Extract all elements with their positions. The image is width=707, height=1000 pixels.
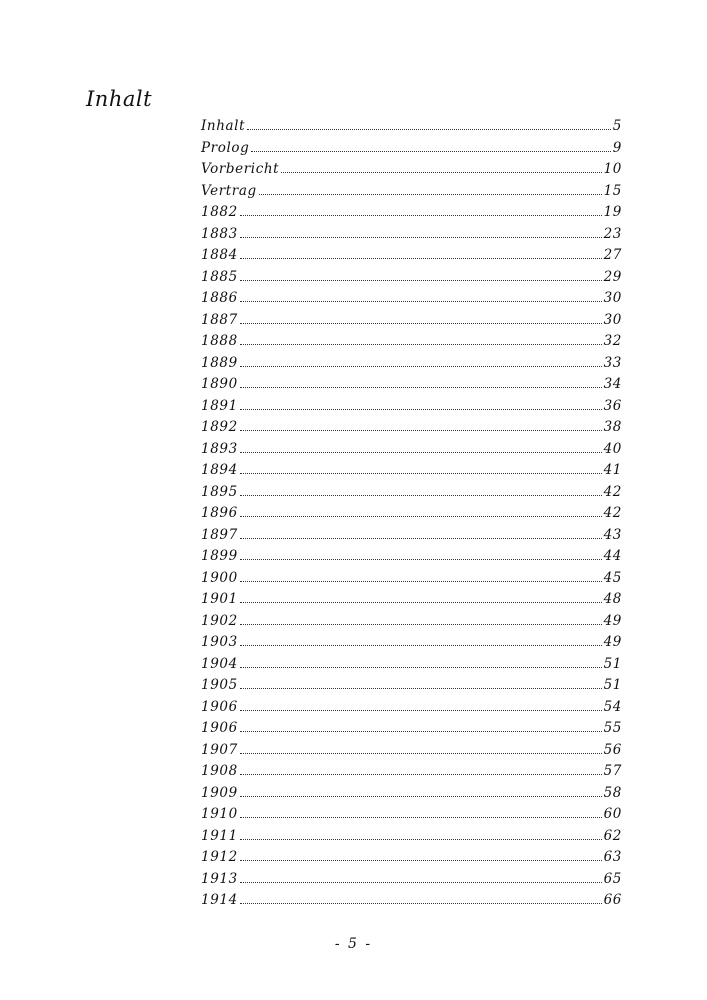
toc-entry-title: 1893 — [201, 440, 238, 457]
toc-dot-leader — [240, 491, 602, 496]
toc-entry — [201, 742, 622, 764]
toc-entry-page: 49 — [603, 612, 622, 629]
toc-entry-title: 1884 — [201, 247, 238, 263]
toc-entry-page: 15 — [603, 182, 622, 199]
toc-entry — [201, 634, 622, 656]
toc-entry-title: 1887 — [201, 311, 238, 328]
toc-entry-title: 1895 — [201, 483, 238, 500]
toc-entry-page: 48 — [603, 591, 622, 607]
page-number-footer: - 5 - — [334, 936, 373, 952]
toc-entry-title: 1901 — [201, 591, 238, 607]
toc-entry-title: 1894 — [201, 462, 238, 478]
toc-entry-page: 58 — [603, 784, 622, 801]
toc-dot-leader — [240, 319, 602, 324]
toc-entry-title: Vertrag — [201, 182, 257, 199]
toc-entry-title: 1896 — [201, 505, 238, 521]
toc-entry-title: Prolog — [201, 139, 250, 156]
toc-entry-title: Inhalt — [201, 118, 246, 134]
toc-entry-title: 1900 — [201, 569, 238, 586]
toc-entry — [201, 871, 622, 893]
toc-dot-leader — [240, 555, 602, 560]
toc-entry — [201, 247, 622, 269]
toc-entry-title: 1914 — [201, 892, 238, 908]
toc-entry — [201, 677, 622, 699]
toc-dot-leader — [240, 749, 602, 754]
toc-entry-page: 38 — [603, 419, 622, 435]
toc-entry-page: 30 — [603, 311, 622, 328]
toc-entry — [201, 333, 622, 355]
toc-entry — [201, 548, 622, 570]
toc-dot-leader — [240, 534, 602, 539]
toc-entry-page: 62 — [603, 827, 622, 844]
toc-entry — [201, 161, 622, 183]
toc-entry-title: 1888 — [201, 333, 238, 349]
toc-entry-page: 57 — [603, 763, 622, 779]
toc-entry — [201, 398, 622, 420]
toc-entry-title: 1903 — [201, 634, 238, 650]
toc-entry-page: 33 — [603, 354, 622, 371]
toc-dot-leader — [240, 878, 602, 883]
toc-dot-leader — [240, 340, 602, 345]
toc-entry — [201, 226, 622, 248]
toc-dot-leader — [240, 448, 602, 453]
toc-entry — [201, 656, 622, 678]
toc-entry-page: 44 — [603, 548, 622, 564]
toc-entry-title: 1908 — [201, 763, 238, 779]
toc-entry-title: 1889 — [201, 354, 238, 371]
toc-entry-page: 56 — [603, 741, 622, 758]
toc-entry — [201, 419, 622, 441]
toc-dot-leader — [240, 770, 602, 775]
toc-entry-title: 1897 — [201, 526, 238, 543]
toc-dot-leader — [240, 211, 602, 216]
toc-entry — [201, 892, 622, 914]
toc-entry — [201, 505, 622, 527]
toc-entry — [201, 849, 622, 871]
toc-entry-page: 27 — [603, 247, 622, 263]
toc-entry — [201, 269, 622, 291]
toc-entry-title: 1885 — [201, 268, 238, 285]
toc-entry-title: 1904 — [201, 655, 238, 672]
toc-dot-leader — [240, 405, 602, 410]
toc-entry — [201, 570, 622, 592]
toc-entry — [201, 699, 622, 721]
toc-dot-leader — [251, 147, 610, 152]
toc-entry-title: 1905 — [201, 677, 238, 693]
toc-dot-leader — [240, 233, 602, 238]
toc-entry-page: 34 — [603, 376, 622, 392]
toc-entry-page: 40 — [603, 440, 622, 457]
toc-dot-leader — [240, 620, 602, 625]
toc-dot-leader — [240, 899, 602, 904]
toc-entry-title: 1912 — [201, 849, 238, 865]
toc-dot-leader — [240, 276, 602, 281]
toc-entry — [201, 527, 622, 549]
toc-entry-page: 45 — [603, 569, 622, 586]
toc-entry-title: 1892 — [201, 419, 238, 435]
toc-entry-page: 42 — [603, 483, 622, 500]
toc-dot-leader — [240, 598, 602, 603]
toc-entry — [201, 183, 622, 205]
toc-entry-page: 5 — [612, 118, 622, 134]
toc-entry-title: 1886 — [201, 290, 238, 306]
toc-entry-title: Vorbericht — [201, 161, 280, 177]
toc-entry-page: 30 — [603, 290, 622, 306]
toc-entry — [201, 785, 622, 807]
toc-entry — [201, 204, 622, 226]
toc-dot-leader — [240, 469, 602, 474]
toc-entry — [201, 613, 622, 635]
toc-entry-title: 1899 — [201, 548, 238, 564]
toc-entry-page: 65 — [603, 870, 622, 887]
toc-dot-leader — [240, 663, 602, 668]
toc-entry — [201, 312, 622, 334]
toc-dot-leader — [240, 727, 602, 732]
toc-dot-leader — [247, 125, 611, 130]
toc-entry — [201, 484, 622, 506]
toc-entry — [201, 441, 622, 463]
toc-entry-page: 19 — [603, 204, 622, 220]
toc-entry-title: 1906 — [201, 698, 238, 715]
toc-entry-page: 29 — [603, 268, 622, 285]
toc-entry-title: 1891 — [201, 397, 238, 414]
toc-dot-leader — [240, 813, 602, 818]
toc-entry-page: 51 — [603, 655, 622, 672]
toc-entry-title: 1909 — [201, 784, 238, 801]
toc-dot-leader — [240, 426, 602, 431]
toc-entry-page: 54 — [603, 698, 622, 715]
toc-entry — [201, 763, 622, 785]
toc-entry-title: 1906 — [201, 720, 238, 736]
toc-entry-title: 1910 — [201, 806, 238, 822]
toc-entry — [201, 140, 622, 162]
toc-dot-leader — [240, 512, 602, 517]
toc-entry-page: 10 — [603, 161, 622, 177]
toc-entry — [201, 376, 622, 398]
toc-entry-title: 1913 — [201, 870, 238, 887]
toc-entry-page: 9 — [612, 139, 622, 156]
toc-dot-leader — [240, 835, 602, 840]
toc-entry-title: 1882 — [201, 204, 238, 220]
page-heading: Inhalt — [86, 87, 153, 111]
toc-dot-leader — [240, 577, 602, 582]
toc-entry-page: 66 — [603, 892, 622, 908]
toc-entry-title: 1902 — [201, 612, 238, 629]
toc-entry-title: 1890 — [201, 376, 238, 392]
toc-entry-title: 1911 — [201, 827, 238, 844]
toc-entry-page: 60 — [603, 806, 622, 822]
toc-entry-page: 63 — [603, 849, 622, 865]
toc-entry-page: 23 — [603, 225, 622, 242]
toc-entry-title: 1907 — [201, 741, 238, 758]
toc-entry-page: 51 — [603, 677, 622, 693]
toc-dot-leader — [240, 383, 602, 388]
toc-entry-page: 36 — [603, 397, 622, 414]
toc-dot-leader — [240, 792, 602, 797]
table-of-contents — [201, 118, 622, 914]
toc-entry-page: 42 — [603, 505, 622, 521]
toc-entry — [201, 806, 622, 828]
toc-dot-leader — [240, 297, 602, 302]
toc-entry-page: 49 — [603, 634, 622, 650]
toc-dot-leader — [240, 362, 602, 367]
toc-entry-page: 41 — [603, 462, 622, 478]
toc-entry — [201, 290, 622, 312]
toc-dot-leader — [281, 168, 601, 173]
toc-entry — [201, 462, 622, 484]
toc-dot-leader — [240, 641, 602, 646]
toc-entry-page: 55 — [603, 720, 622, 736]
toc-entry-page: 43 — [603, 526, 622, 543]
toc-dot-leader — [240, 856, 602, 861]
toc-entry-title: 1883 — [201, 225, 238, 242]
toc-dot-leader — [259, 190, 602, 195]
toc-entry — [201, 591, 622, 613]
toc-dot-leader — [240, 254, 602, 259]
toc-dot-leader — [240, 706, 602, 711]
toc-entry — [201, 118, 622, 140]
toc-entry — [201, 720, 622, 742]
toc-entry — [201, 828, 622, 850]
toc-entry — [201, 355, 622, 377]
toc-dot-leader — [240, 684, 602, 689]
toc-entry-page: 32 — [603, 333, 622, 349]
